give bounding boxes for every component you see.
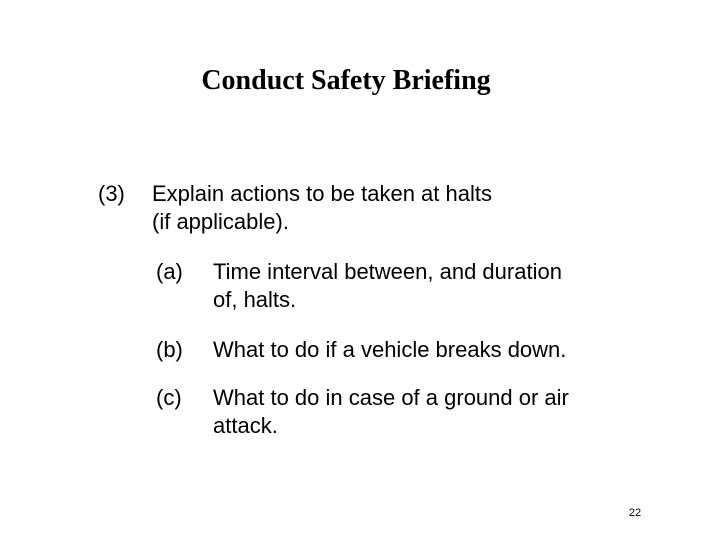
page-number: 22 xyxy=(628,507,642,519)
main-item-line-1: Explain actions to be taken at halts xyxy=(152,181,492,206)
sub-item-line-2: attack. xyxy=(213,413,278,438)
sub-item-text xyxy=(213,384,569,440)
sub-item-label: (c) xyxy=(156,385,182,410)
sub-item-label: (a) xyxy=(156,259,183,284)
slide-title: Conduct Safety Briefing xyxy=(201,65,491,96)
sub-item-text xyxy=(213,258,562,314)
sub-item-line-1: What to do in case of a ground or air xyxy=(213,385,569,410)
main-item-line-2: (if applicable). xyxy=(152,209,289,234)
main-item-text xyxy=(152,180,492,236)
main-item-number: (3) xyxy=(98,181,125,206)
sub-item-line-1: Time interval between, and duration xyxy=(213,259,562,284)
sub-item-line-1: What to do if a vehicle breaks down. xyxy=(213,337,567,362)
sub-item-label: (b) xyxy=(156,337,183,362)
sub-item-text xyxy=(213,336,566,364)
sub-item-line-2: of, halts. xyxy=(213,287,297,312)
